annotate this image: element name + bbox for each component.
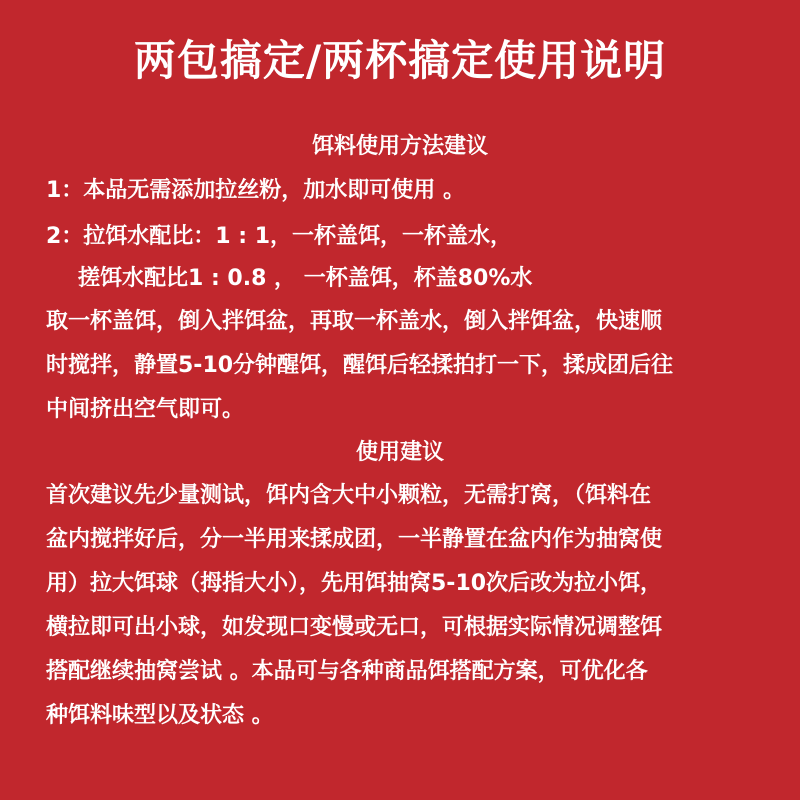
usage-paragraph-line: 搭配继续抽窝尝试 。本品可与各种商品饵搭配方案，可优化各 <box>46 659 648 684</box>
bait-paragraph-line: 取一杯盖饵，倒入拌饵盆，再取一杯盖水，倒入拌饵盆，快速顺 <box>46 309 663 334</box>
usage-paragraph-line: 首次建议先少量测试，饵内含大中小颗粒，无需打窝，（饵料在 <box>46 483 652 508</box>
usage-paragraph-line: 盆内搅拌好后，分一半用来揉成团，一半静置在盆内作为抽窝使 <box>46 527 663 552</box>
usage-paragraph-line: 横拉即可出小球，如发现口变慢或无口，可根据实际情况调整饵 <box>46 615 663 640</box>
usage-paragraph-line: 种饵料味型以及状态 。 <box>46 703 274 728</box>
bait-item-2-sub: 搓饵水配比1 : 0.8 ， 一杯盖饵，杯盖80%水 <box>78 266 533 291</box>
page-title: 两包搞定/两杯搞定使用说明 <box>133 36 667 85</box>
usage-paragraph-line: 用）拉大饵球（拇指大小），先用饵抽窝5-10次后改为拉小饵， <box>46 571 663 596</box>
bait-paragraph-line: 时搅拌，静置5-10分钟醒饵，醒饵后轻揉拍打一下，揉成团后往 <box>46 353 674 378</box>
usage-heading: 使用建议 <box>355 440 444 465</box>
bait-item-2: 2：拉饵水配比：1 : 1，一杯盖饵，一杯盖水， <box>46 224 513 249</box>
bait-paragraph-line: 中间挤出空气即可。 <box>46 397 245 422</box>
bait-item-1: 1：本品无需添加拉丝粉，加水即可使用 。 <box>46 178 465 203</box>
bait-method-heading: 饵料使用方法建议 <box>311 134 488 159</box>
